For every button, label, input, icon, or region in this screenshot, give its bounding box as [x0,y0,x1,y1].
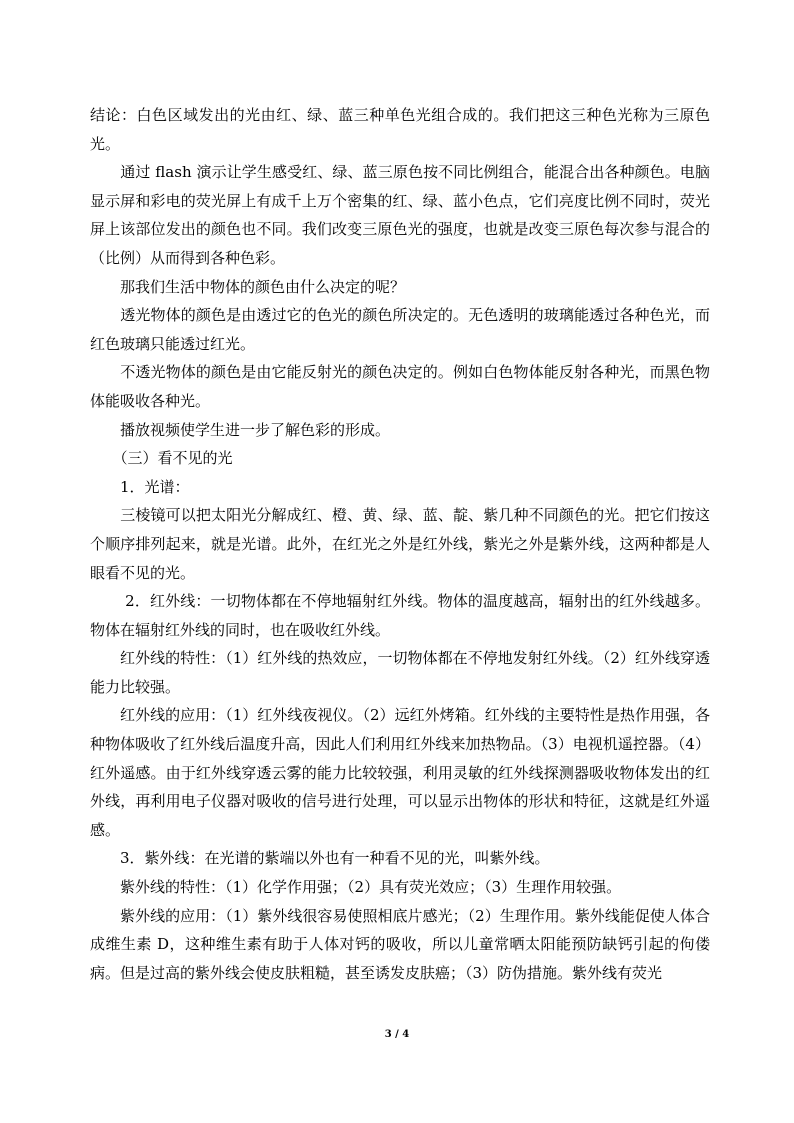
paragraph-question: 那我们生活中物体的颜色由什么决定的呢？ [90,277,406,296]
paragraph-ultraviolet-properties: 紫外线的特性：（1）化学作用强；（2）具有荧光效应；（3）生理作用较强。 [90,878,622,897]
paragraph-flash-demo: 通过 flash 演示让学生感受红、绿、蓝三原色按不同比例组合，能混合出各种颜色。电脑显示屏和彩电的荧光屏上有成千上万个密集的红、绿、蓝小色点，它们亮度比例不同时，荧光屏上该部位发出的颜色也不同。我们改变三原色光的强度，也就是改变三原色每次参与混合的（比例）从而得到各种色彩。 [90,163,710,267]
paragraph-opaque-objects: 不透光物体的颜色是由它能反射光的颜色决定的。例如白色物体能反射各种光，而黑色物体能吸收各种光。 [90,363,710,410]
paragraph-ultraviolet: 3．紫外线：在光谱的紫端以外也有一种看不见的光，叫紫外线。 [90,849,550,868]
paragraph-ultraviolet-applications: 紫外线的应用：（1）紫外线很容易使照相底片感光；（2）生理作用。紫外线能促使人体合成维生素 D，这种维生素有助于人体对钙的吸收，所以儿童常晒太阳能预防缺钙引起的佝偻病。但是过高的紫外线会使皮肤粗糙，甚至诱发皮肤癌；（3）防伪措施。紫外线有荧光 [90,906,710,982]
paragraph-spectrum: 三棱镜可以把太阳光分解成红、橙、黄、绿、蓝、靛、紫几种不同颜色的光。把它们按这个顺序排列起来，就是光谱。此外，在红光之外是红外线，紫光之外是紫外线，这两种都是人眼看不见的光。 [90,506,710,582]
paragraph-transparent-objects: 透光物体的颜色是由透过它的色光的颜色所决定的。无色透明的玻璃能透过各种色光，而红色玻璃只能透过红光。 [90,306,710,353]
paragraph-infrared-applications: 红外线的应用：（1）红外线夜视仪。（2）远红外烤箱。红外线的主要特性是热作用强，各种物体吸收了红外线后温度升高，因此人们利用红外线来加热物品。（3）电视机遥控器。（4）红外遥感。由于红外线穿透云雾的能力比较较强，利用灵敏的红外线探测器吸收物体发出的红外线，再利用电子仪器对吸收的信号进行处理，可以显示出物体的形状和特征，这就是红外遥感。 [90,706,710,839]
paragraph-video: 播放视频使学生进一步了解色彩的形成。 [90,420,391,439]
section-heading-invisible-light: （三）看不见的光 [90,449,233,468]
paragraph-conclusion: 结论：白色区域发出的光由红、绿、蓝三种单色光组合成的。我们把这三种色光称为三原色光。 [90,106,710,153]
document-body [90,101,710,987]
subheading-spectrum: 1．光谱： [90,477,190,496]
paragraph-infrared-properties: 红外线的特性：（1）红外线的热效应，一切物体都在不停地发射红外线。（2）红外线穿透能力比较强。 [90,649,710,696]
paragraph-infrared: 2．红外线：一切物体都在不停地辐射红外线。物体的温度越高，辐射出的红外线越多。物体在辐射红外线的同时，也在吸收红外线。 [90,592,710,639]
page-number: 3 / 4 [384,1029,410,1040]
